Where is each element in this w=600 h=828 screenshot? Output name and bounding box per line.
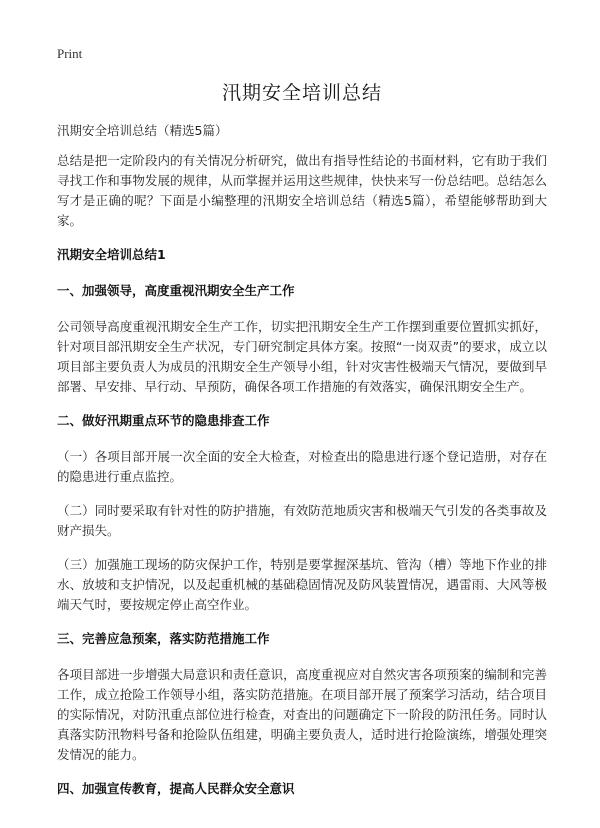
section-paragraph: （二）同时要采取有针对性的防护措施，有效防范地质灾害和极端天气引发的各类事故及财产损失。	[57, 503, 547, 538]
section-paragraph: 公司领导高度重视汛期安全生产工作，切实把汛期安全生产工作摆到重要位置抓实抓好，针对项目部汛期安全生产状况，专门研究制定具体方案。按照“一岗双责”的要求，成立以项目部主要负责人为成员的汛期安全生产领导小组，针对灾害性极端天气情况，要做到早部署、早安排、早行动、早预防，确保各项工作措施的有效落实，确保汛期安全生产。	[57, 319, 547, 394]
section-heading: 四、加强宣传教育，提高人民群众安全意识	[57, 781, 295, 796]
section-heading: 三、完善应急预案，落实防范措施工作	[57, 631, 270, 646]
intro-paragraph: 总结是把一定阶段内的有关情况分析研究，做出有指导性结论的书面材料，它有助于我们寻找工作和事物发展的规律，从而掌握并运用这些规律，快快来写一份总结吧。总结怎么写才是正确的呢？下面是小编整理的汛期安全培训总结（精选5篇），希望能够帮助到大家。	[57, 153, 547, 228]
document-subtitle: 汛期安全培训总结（精选5篇）	[57, 123, 228, 138]
section-paragraph: （一）各项目部开展一次全面的安全大检查，对检查出的隐患进行逐个登记造册，对存在的隐患进行重点监控。	[57, 449, 547, 484]
document-body	[57, 78, 547, 815]
article-heading: 汛期安全培训总结1	[57, 247, 166, 262]
section-heading: 二、做好汛期重点环节的隐患排查工作	[57, 413, 270, 428]
section-paragraph: 各项目部进一步增强大局意识和责任意识，高度重视应对自然灾害各项预案的编制和完善工作，成立抢险工作领导小组，落实防范措施。在项目部开展了预案学习活动，结合项目的实际情况，对防汛重点部位进行检查，对查出的问题确定下一阶段的防汛任务。同时认真落实防汛物料号备和抢险队伍组建，明确主要负责人，适时进行抢险演练，增强处理突发情况的能力。	[57, 667, 547, 762]
section-heading: 一、加强领导，高度重视汛期安全生产工作	[57, 283, 295, 298]
section-paragraph: （三）加强施工现场的防灾保护工作，特别是要掌握深基坑、管沟（槽）等地下作业的排水、放坡和支护情况，以及起重机械的基础稳固情况及防风装置情况，遇雷雨、大风等极端天气时，要按规定停止高空作业。	[57, 557, 547, 612]
print-link[interactable]: Print	[57, 46, 83, 61]
page-title: 汛期安全培训总结	[221, 82, 382, 104]
